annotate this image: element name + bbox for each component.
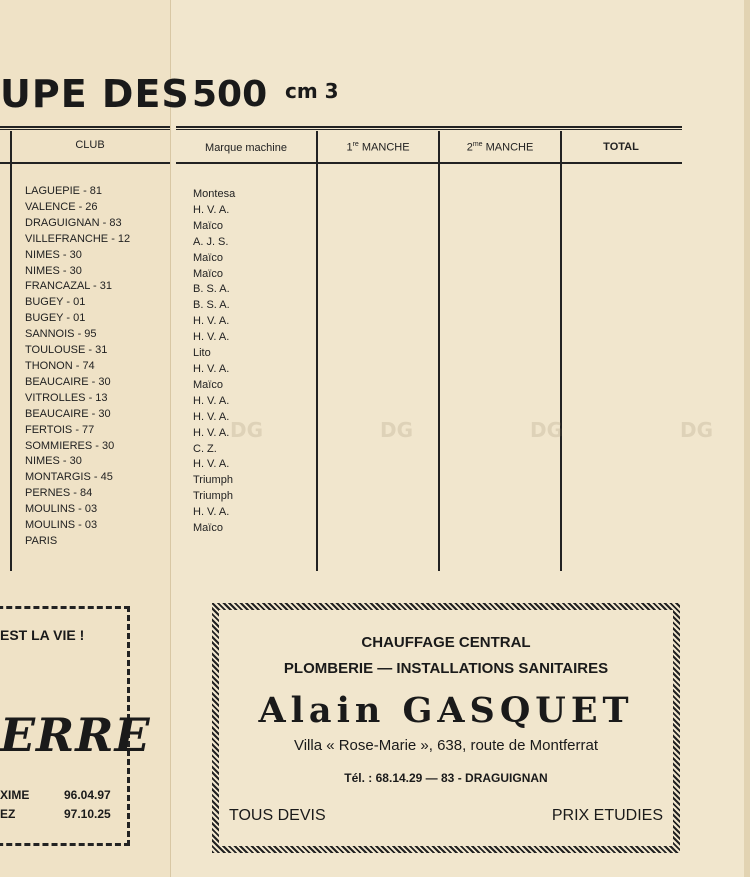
left-header-rule xyxy=(0,162,170,164)
manche1-sup: re xyxy=(352,141,359,148)
marque-header: Marque machine xyxy=(205,142,287,154)
manche2-sup: me xyxy=(472,141,483,148)
club-entry: THONON - 74 xyxy=(25,359,95,372)
machine-entry: Maïco xyxy=(193,251,223,264)
machine-entry: Montesa xyxy=(193,188,236,200)
left-ad-row-label: XIME xyxy=(0,788,30,802)
club-entry: TOULOUSE - 31 xyxy=(25,344,108,357)
right-top-rule-thin xyxy=(176,129,682,130)
machine-entry: H. V. A. xyxy=(193,506,230,519)
left-ad-name: ERRE xyxy=(0,708,151,762)
title-unit: cm 3 xyxy=(285,79,339,103)
col-line-2 xyxy=(438,131,440,571)
machine-entry: Maïco xyxy=(193,219,223,232)
club-entry: BUGEY - 01 xyxy=(25,312,86,325)
col-line-3 xyxy=(560,131,562,571)
left-top-rule-thin xyxy=(0,129,170,130)
gasquet-ad-box xyxy=(212,603,680,853)
machine-entry: H. V. A. xyxy=(193,426,230,439)
watermark: DG xyxy=(380,418,414,442)
manche1-word: MANCHE xyxy=(361,141,410,154)
club-entry: MOULINS - 03 xyxy=(25,503,98,516)
machine-entry: B. S. A. xyxy=(193,299,230,312)
machine-entry: A. J. S. xyxy=(193,235,229,248)
ad-address: Villa « Rose-Marie », 638, route de Montferrat xyxy=(293,737,599,754)
watermark: DG xyxy=(530,418,564,442)
watermark: DG xyxy=(680,418,714,442)
ad-line-plomberie: PLOMBERIE — INSTALLATIONS SANITAIRES xyxy=(283,660,609,677)
machine-entry: Maïco xyxy=(193,378,223,391)
left-ad-row-phone: 97.10.25 xyxy=(64,807,111,821)
total-header: TOTAL xyxy=(603,141,639,153)
club-entry: NIMES - 30 xyxy=(25,248,82,261)
left-ad-slogan: EST LA VIE ! xyxy=(0,627,85,643)
machine-entry: H. V. A. xyxy=(193,315,230,328)
club-entry: BUGEY - 01 xyxy=(25,296,86,309)
left-ad-row-phone: 96.04.97 xyxy=(64,788,111,802)
machine-list xyxy=(193,187,235,537)
title-left-fragment: UPE DES xyxy=(0,72,190,116)
right-top-rule xyxy=(176,126,682,128)
machine-entry: Triumph xyxy=(193,490,233,503)
machine-entry: H. V. A. xyxy=(193,203,230,216)
ad-prix: PRIX ETUDIES xyxy=(551,807,663,824)
manche2-word: MANCHE xyxy=(485,141,534,154)
machine-entry: Maïco xyxy=(193,522,223,535)
machine-entry: H. V. A. xyxy=(193,362,230,375)
club-entry: VILLEFRANCHE - 12 xyxy=(25,232,131,245)
club-entry: DRAGUIGNAN - 83 xyxy=(25,216,122,229)
club-entry: MONTARGIS - 45 xyxy=(25,471,113,484)
col-line-1 xyxy=(316,131,318,571)
left-column-line xyxy=(10,131,12,571)
manche2-num: 2 xyxy=(466,141,473,154)
club-entry: VITROLLES - 13 xyxy=(25,391,108,404)
club-entry: FRANCAZAL - 31 xyxy=(25,280,113,293)
ad-business-name: Alain GASQUET xyxy=(258,690,634,731)
club-list xyxy=(25,184,130,550)
right-header-rule xyxy=(176,162,682,164)
left-top-rule xyxy=(0,126,170,128)
machine-entry: Triumph xyxy=(193,474,233,487)
club-entry: MOULINS - 03 xyxy=(25,519,98,532)
club-entry: SANNOIS - 95 xyxy=(25,328,97,341)
club-header: CLUB xyxy=(75,139,105,151)
watermark: DG xyxy=(230,418,264,442)
club-entry: VALENCE - 26 xyxy=(25,200,98,213)
manche1-num: 1 xyxy=(346,141,353,154)
ad-telephone: Tél. : 68.14.29 — 83 - DRAGUIGNAN xyxy=(344,771,548,785)
club-entry: LAGUEPIE - 81 xyxy=(25,185,103,197)
club-entry: SOMMIERES - 30 xyxy=(25,439,115,452)
title-number: 500 xyxy=(192,74,268,115)
ad-devis: TOUS DEVIS xyxy=(229,807,326,824)
machine-entry: C. Z. xyxy=(193,442,217,455)
machine-entry: B. S. A. xyxy=(193,283,230,296)
club-entry: NIMES - 30 xyxy=(25,264,82,277)
manche2-header xyxy=(440,141,560,154)
machine-entry: Maïco xyxy=(193,267,223,280)
club-entry: BEAUCAIRE - 30 xyxy=(25,375,111,388)
club-entry: PARIS xyxy=(25,534,58,547)
machine-entry: H. V. A. xyxy=(193,394,230,407)
club-entry: PERNES - 84 xyxy=(25,487,93,500)
club-entry: NIMES - 30 xyxy=(25,455,82,468)
club-entry: BEAUCAIRE - 30 xyxy=(25,407,111,420)
left-ad-row-label: EZ xyxy=(0,807,16,821)
page-edge xyxy=(744,0,750,877)
machine-entry: H. V. A. xyxy=(193,410,230,423)
machine-entry: Lito xyxy=(193,347,211,360)
club-entry: FERTOIS - 77 xyxy=(25,423,95,436)
ad-line-chauffage: CHAUFFAGE CENTRAL xyxy=(361,634,531,651)
machine-entry: H. V. A. xyxy=(193,331,230,344)
machine-entry: H. V. A. xyxy=(193,458,230,471)
manche1-header xyxy=(318,141,438,154)
